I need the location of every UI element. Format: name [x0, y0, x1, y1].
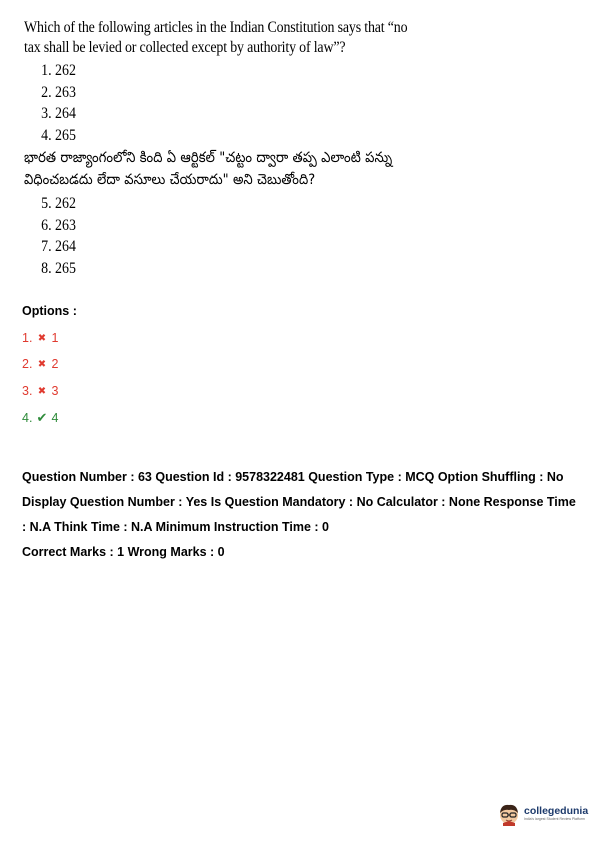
metadata-line: : N.A Think Time : N.A Minimum Instruction Time : 0: [22, 520, 329, 534]
check-icon: ✔: [36, 410, 48, 425]
collegedunia-logo: [497, 800, 589, 828]
option-number: 4.: [22, 411, 33, 425]
option-value: 4: [51, 411, 59, 425]
english-options-list: [24, 60, 411, 146]
mascot-icon: [497, 802, 521, 826]
list-item: 4. 265: [41, 126, 76, 144]
option-value: 1: [51, 331, 59, 345]
option-number: 2.: [22, 357, 33, 371]
option-number: 1.: [22, 331, 33, 345]
brand-name: collegedunia: [524, 805, 589, 817]
option-2: [22, 357, 58, 371]
list-item: 1. 262: [41, 62, 76, 79]
metadata-line: Display Question Number : Yes Is Question Mandatory : No Calculator : None Response Time: [22, 495, 576, 509]
option-3: [22, 384, 58, 398]
option-4: [22, 410, 58, 426]
list-item: 7. 264: [41, 238, 76, 255]
list-item: 5. 262: [41, 195, 76, 212]
cross-icon: ✖: [37, 332, 47, 344]
question-metadata: [22, 465, 578, 565]
option-number: 3.: [22, 384, 33, 398]
list-item: 3. 264: [41, 105, 76, 122]
cross-icon: ✖: [37, 385, 47, 397]
option-value: 2: [51, 357, 59, 371]
metadata-line: Correct Marks : 1 Wrong Marks : 0: [22, 545, 225, 559]
options-heading: Options :: [22, 304, 77, 318]
option-value: 3: [51, 384, 59, 398]
brand-tagline: India's largest Student Review Platform: [524, 817, 585, 821]
question-text-english: Which of the following articles in the Indian Constitution says that “no tax shall be levied or collected except by authority of law”?: [24, 19, 408, 56]
metadata-line: Question Number : 63 Question Id : 9578322481 Question Type : MCQ Option Shuffling : No: [22, 470, 564, 484]
question-block: [24, 18, 411, 279]
list-item: 2. 263: [41, 83, 76, 101]
question-text-telugu: భారత రాజ్యాంగంలోని కింది ఏ ఆర్టికల్ "చట్టం ద్వారా తప్ప ఎలాంటి పన్ను విధించబడదు లేదా వసూలు చేయరాదు" అని చెబుతోంది?: [24, 150, 393, 188]
option-1: [22, 331, 58, 345]
list-item: 8. 265: [41, 259, 76, 277]
telugu-options-list: [24, 193, 411, 279]
cross-icon: ✖: [37, 358, 47, 370]
list-item: 6. 263: [41, 216, 76, 234]
